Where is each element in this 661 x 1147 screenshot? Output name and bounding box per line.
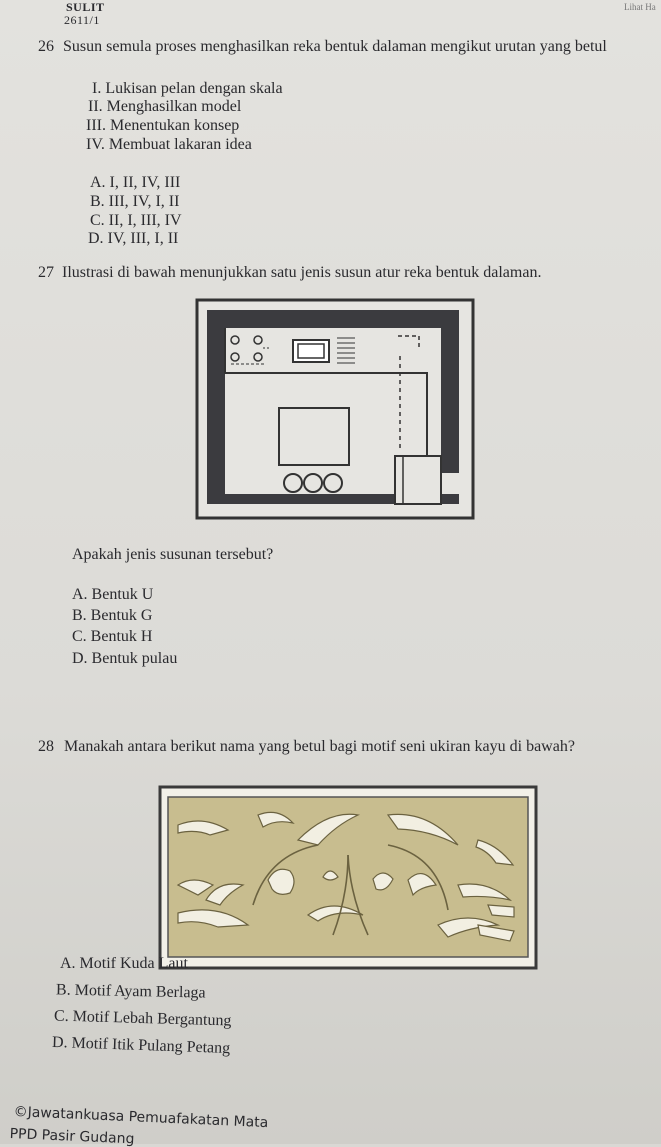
q27-question: Apakah jenis susunan tersebut? — [72, 546, 274, 563]
q28-number: 28 — [38, 738, 54, 755]
q26-option-b[interactable]: B. III, IV, I, II — [90, 193, 180, 210]
paper-code: 2611/1 — [64, 13, 100, 27]
wood-carving-motif-image — [158, 785, 538, 970]
q27-text: Ilustrasi di bawah menunjukkan satu jenis susun atur reka bentuk dalaman. — [62, 264, 542, 281]
counter-left-band — [207, 310, 225, 494]
q26-item-3: III. Menentukan konsep — [86, 117, 240, 134]
kitchen-layout-diagram — [195, 298, 475, 520]
q26-item-2: II. Menghasilkan model — [88, 98, 242, 115]
q27-option-a[interactable]: A. Bentuk U — [72, 586, 154, 603]
q28-option-a[interactable]: A. Motif Kuda Laut — [60, 955, 188, 972]
q26-option-c[interactable]: C. II, I, III, IV — [90, 212, 182, 229]
q27-option-d[interactable]: D. Bentuk pulau — [72, 650, 178, 667]
q26-text: Susun semula proses menghasilkan reka bentuk dalaman mengikut urutan yang betul — [63, 38, 607, 55]
q26-item-4: IV. Membuat lakaran idea — [86, 136, 252, 153]
fridge-icon — [395, 456, 441, 504]
q28-option-b[interactable]: B. Motif Ayam Berlaga — [55, 981, 206, 1002]
corner-note: Lihat Ha — [624, 2, 656, 12]
q26-option-d[interactable]: D. IV, III, I, II — [88, 230, 179, 247]
q26-item-1: I. Lukisan pelan dengan skala — [92, 80, 283, 97]
q27-number: 27 — [38, 264, 54, 281]
sulit-label: SULIT — [66, 0, 105, 14]
q26-number: 26 — [38, 38, 54, 55]
q26-option-a[interactable]: A. I, II, IV, III — [90, 174, 181, 191]
q27-option-c[interactable]: C. Bentuk H — [72, 628, 153, 645]
q28-option-d[interactable]: D. Motif Itik Pulang Petang — [51, 1033, 231, 1058]
footer-ppd: PPD Pasir Gudang — [9, 1126, 135, 1147]
q27-option-b[interactable]: B. Bentuk G — [72, 607, 153, 624]
footer-copyright: ©Jawatankuasa Pemuafakatan Mata — [13, 1104, 269, 1132]
q28-text: Manakah antara berikut nama yang betul bagi motif seni ukiran kayu di bawah? — [64, 738, 575, 755]
island-table — [279, 408, 349, 465]
q28-option-c[interactable]: C. Motif Lebah Bergantung — [53, 1007, 232, 1030]
